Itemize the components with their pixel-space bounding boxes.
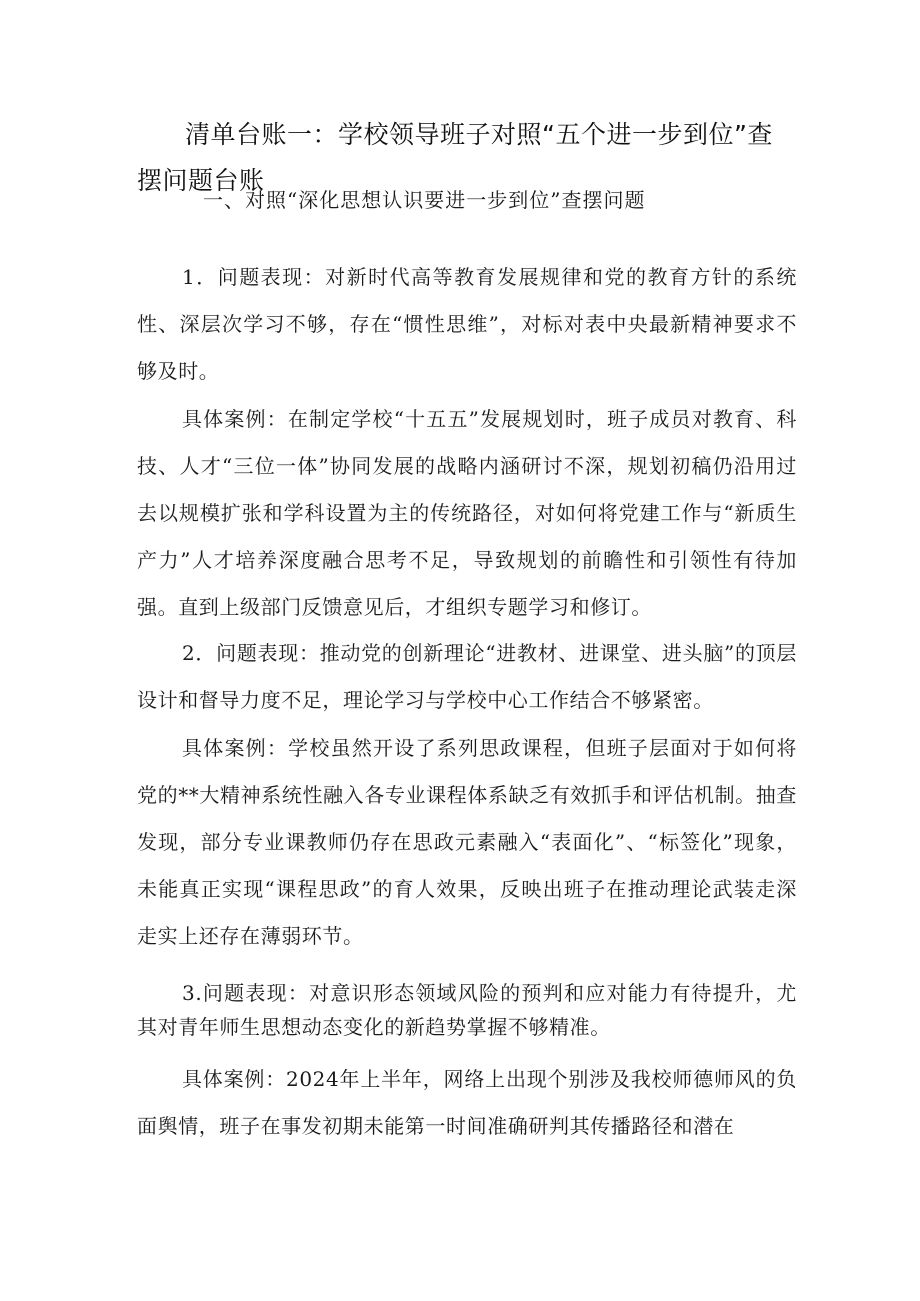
problem-paragraph-2: 2．问题表现：推动党的创新理论“进教材、进课堂、进头脑”的顶层设计和督导力度不足，理论学习与学校中心工作结合不够紧密。 [137,641,797,712]
section-heading: 一、对照“深化思想认识要进一步到位”查摆问题 [203,188,646,212]
document-title: 清单台账一：学校领导班子对照“五个进一步到位”查摆问题台账 [137,120,773,195]
problem-paragraph-1: 1．问题表现：对新时代高等教育发展规律和党的教育方针的系统性、深层次学习不够，存在“惯性思维”，对标对表中央最新精神要求不够及时。 [137,265,797,383]
case-paragraph-1: 具体案例：在制定学校“十五五”发展规划时，班子成员对教育、科技、人才“三位一体”协同发展的战略内涵研讨不深，规划初稿仍沿用过去以规模扩张和学科设置为主的传统路径，对如何将党建工作与“新质生产力”人才培养深度融合思考不足，导致规划的前瞻性和引领性有待加强。直到上级部门反馈意见后，才组织专题学习和修订。 [137,407,797,619]
case-paragraph-3: 具体案例：2024年上半年，网络上出现个别涉及我校师德师风的负面舆情，班子在事发初期未能第一时间准确研判其传播路径和潜在 [137,1067,797,1138]
problem-paragraph-3: 3.问题表现：对意识形态领域风险的预判和应对能力有待提升，尤其对青年师生思想动态变化的新趋势掌握不够精准。 [137,981,797,1039]
case-paragraph-2: 具体案例：学校虽然开设了系列思政课程，但班子层面对于如何将党的**大精神系统性融入各专业课程体系缺乏有效抓手和评估机制。抽查发现，部分专业课教师仍存在思政元素融入“表面化”、“标签化”现象，未能真正实现“课程思政”的育人效果，反映出班子在推动理论武装走深走实上还存在薄弱环节。 [137,736,797,948]
